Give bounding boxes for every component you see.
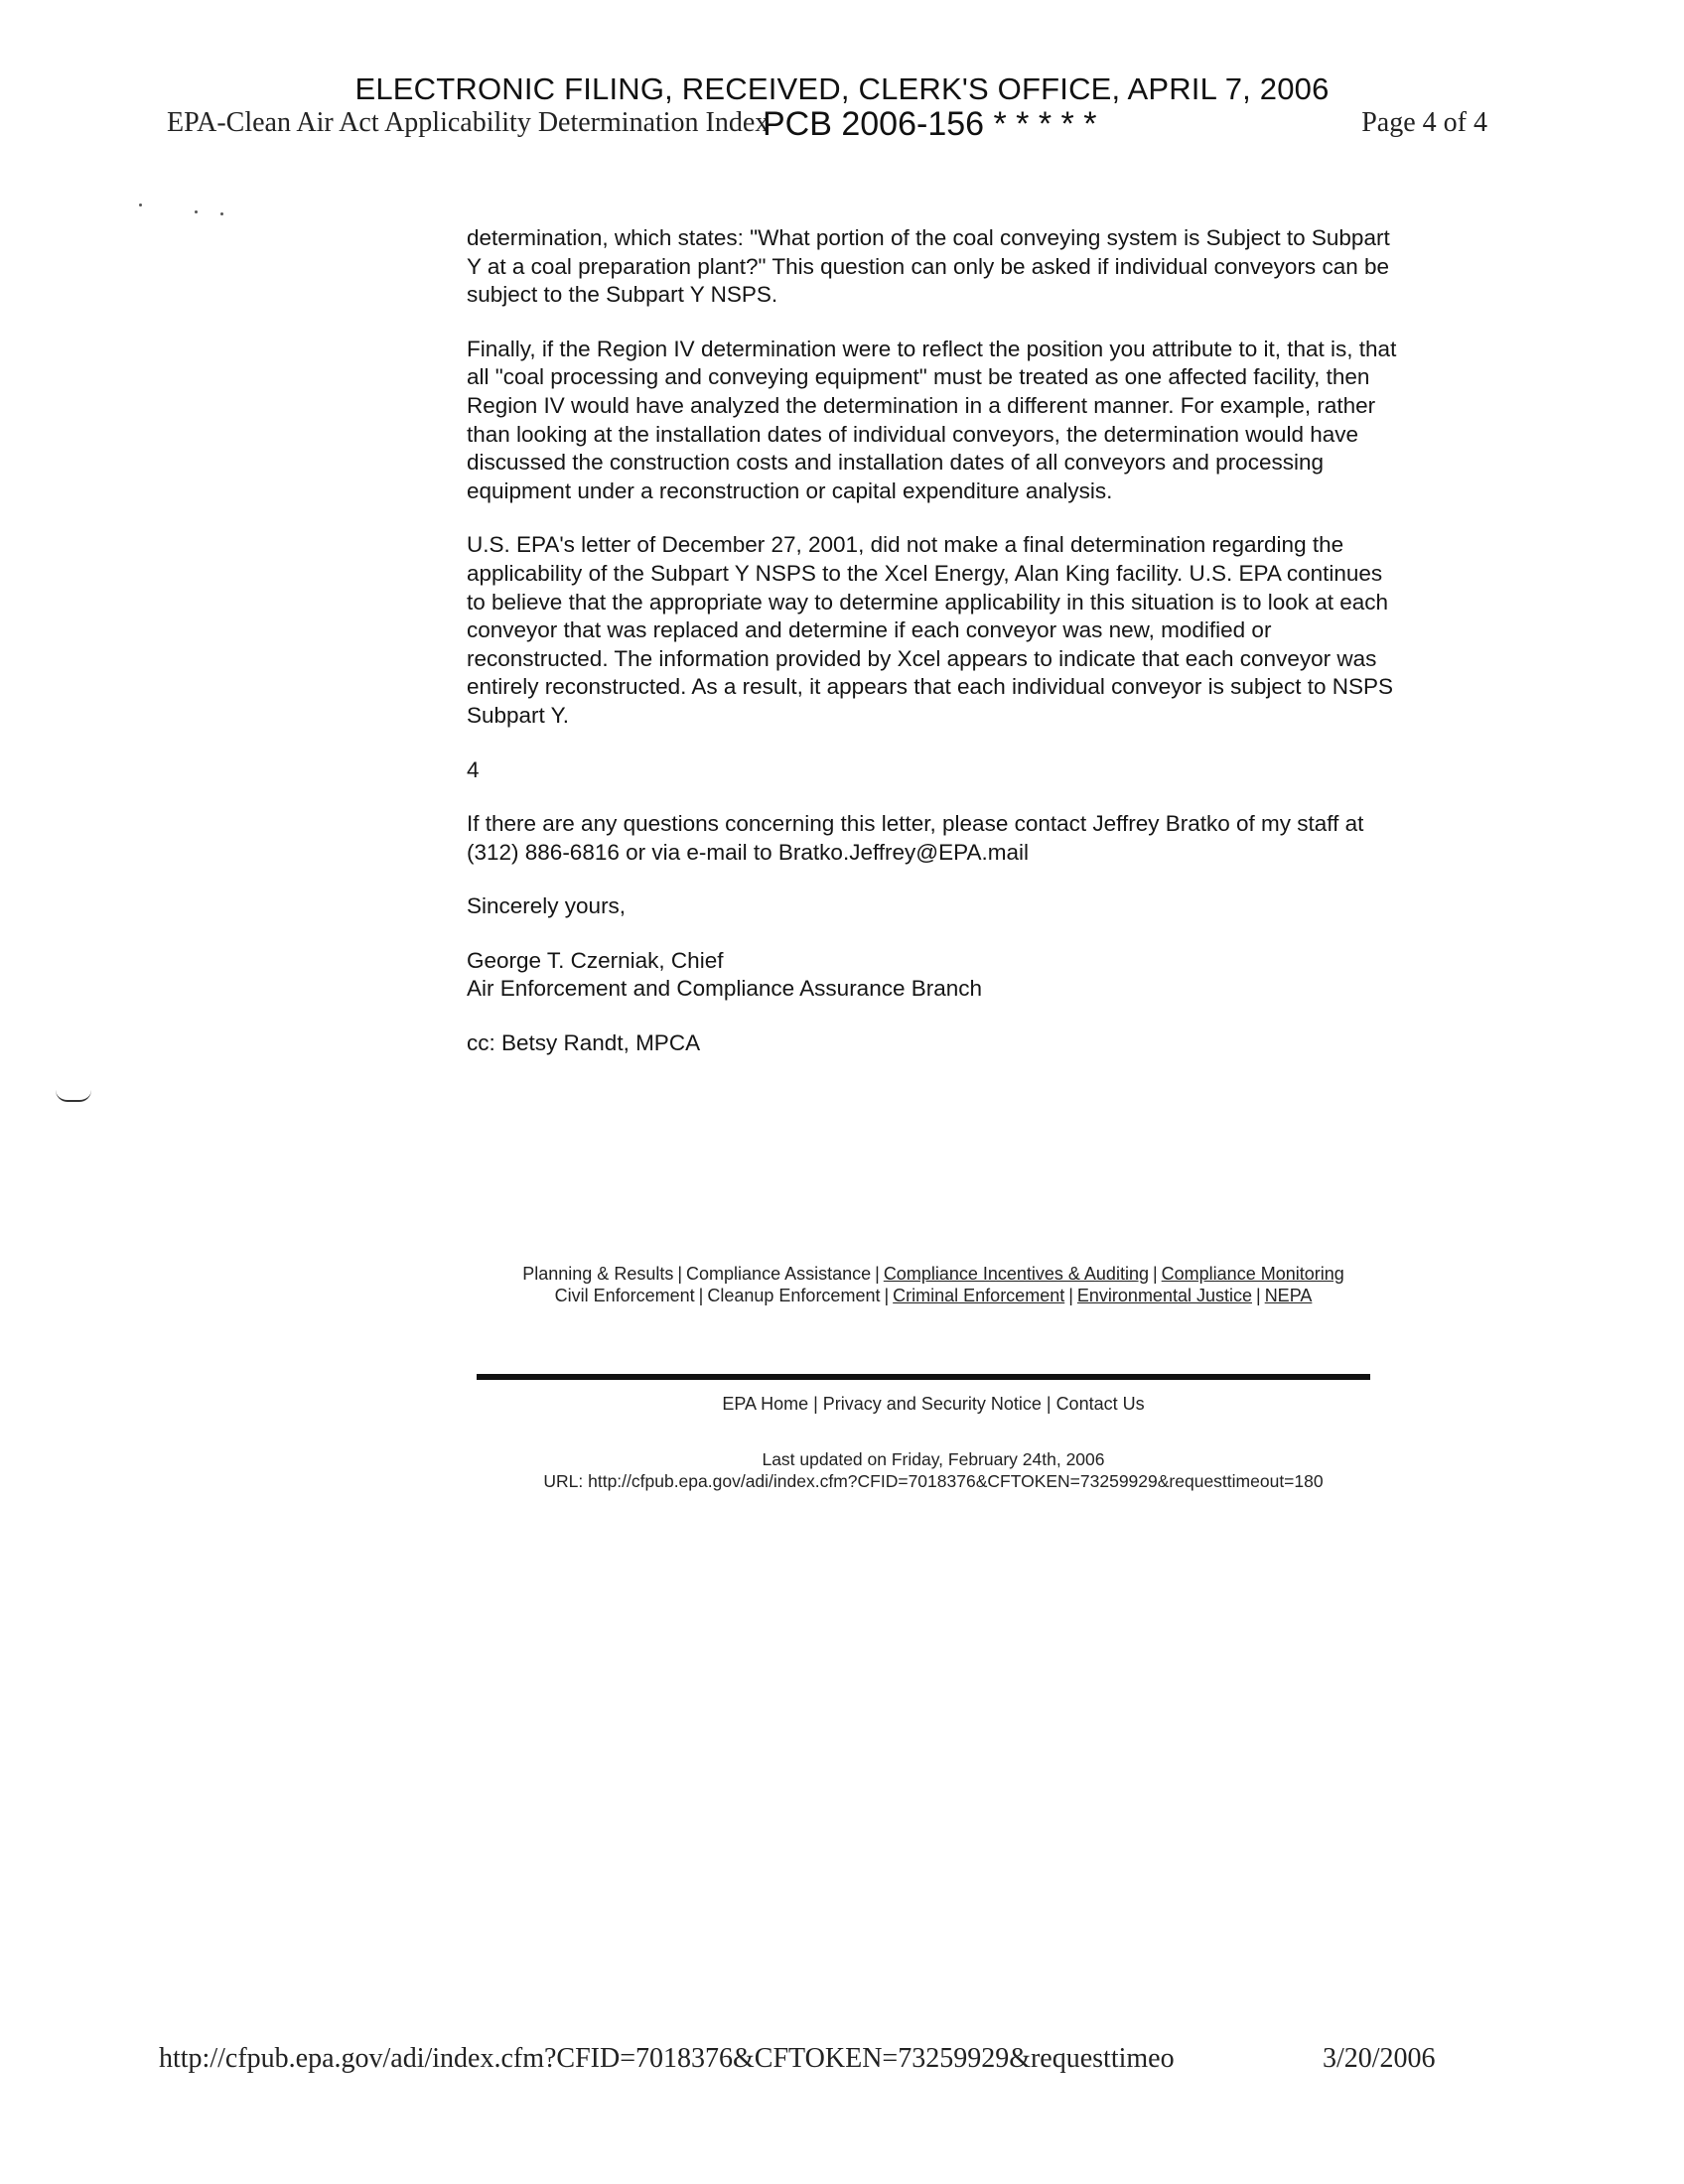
- print-footer-date: 3/20/2006: [1323, 2043, 1436, 2074]
- signature-block: [467, 892, 1400, 1057]
- footer-nav-row: [467, 1263, 1400, 1285]
- scan-speck: [139, 204, 142, 206]
- nav-link-cleanup-enforcement[interactable]: Cleanup Enforcement: [707, 1286, 881, 1305]
- nav-separator: |: [677, 1264, 683, 1284]
- privacy-notice-link[interactable]: Privacy and Security Notice: [822, 1394, 1042, 1414]
- body-paragraph: determination, which states: "What portion of the coal conveying system is Subject to Subpart Y at a coal preparation plant?" This question can only be asked if individual conveyors can be subject to the Subpart Y NSPS.: [467, 225, 1390, 308]
- signer: [467, 947, 1400, 1004]
- scan-speck: [220, 212, 223, 215]
- nav-link-compliance-assistance[interactable]: Compliance Assistance: [686, 1264, 872, 1284]
- nav-link-compliance-monitoring[interactable]: Compliance Monitoring: [1161, 1264, 1344, 1284]
- nav-separator: |: [875, 1264, 880, 1284]
- page-number: 4: [467, 756, 480, 782]
- signer-title: Air Enforcement and Compliance Assurance Branch: [467, 976, 983, 1002]
- page-url: URL: http://cfpub.epa.gov/adi/index.cfm?CFID=7018376&CFTOKEN=73259929&requesttimeout=180: [543, 1471, 1324, 1491]
- link-separator: |: [813, 1394, 818, 1414]
- nav-separator: |: [698, 1286, 704, 1305]
- footer-divider: [477, 1374, 1370, 1380]
- scan-speck: [195, 210, 198, 213]
- nav-link-criminal-enforcement[interactable]: Criminal Enforcement: [893, 1286, 1065, 1305]
- case-number: PCB 2006-156 * * * * *: [763, 105, 1097, 143]
- print-footer-url: http://cfpub.epa.gov/adi/index.cfm?CFID=7018376&CFTOKEN=73259929&requesttimeo: [159, 2043, 1175, 2074]
- cc-line: cc: Betsy Randt, MPCA: [467, 1030, 701, 1056]
- nav-separator: |: [1256, 1286, 1261, 1305]
- filing-stamp: ELECTRONIC FILING, RECEIVED, CLERK'S OFFICE, APRIL 7, 2006: [354, 71, 1330, 106]
- letter-body: [467, 224, 1400, 1084]
- nav-separator: |: [884, 1286, 890, 1305]
- document-title: EPA-Clean Air Act Applicability Determination Index: [167, 107, 770, 138]
- signer-name: George T. Czerniak, Chief: [467, 947, 724, 973]
- nav-separator: |: [1152, 1264, 1158, 1284]
- body-paragraph: U.S. EPA's letter of December 27, 2001, did not make a final determination regarding the applicability of the Subpart Y NSPS to the Xcel Energy, Alan King facility. U.S. EPA continues to believe that the appropriate way to determine applicability in this situation is to look at each conveyor that was replaced and determine if each conveyor was new, modified or reconstructed. The information provided by Xcel appears to indicate that each conveyor was entirely reconstructed. As a result, it appears that each individual conveyor is subject to NSPS Subpart Y.: [467, 532, 1393, 728]
- footer-nav-row: [467, 1285, 1400, 1306]
- link-separator: |: [1046, 1394, 1052, 1414]
- contact-us-link[interactable]: Contact Us: [1055, 1394, 1145, 1414]
- page-indicator: Page 4 of 4: [1361, 107, 1487, 138]
- epa-links: [467, 1394, 1400, 1415]
- contact-paragraph: If there are any questions concerning this letter, please contact Jeffrey Bratko of my staff at (312) 886-6816 or via e-mail to Bratko.Jeffrey@EPA.mail: [467, 811, 1364, 865]
- epa-home-link[interactable]: EPA Home: [722, 1394, 809, 1414]
- last-updated: Last updated on Friday, February 24th, 2006: [762, 1449, 1105, 1469]
- update-info: [467, 1448, 1400, 1492]
- nav-link-civil-enforcement[interactable]: Civil Enforcement: [554, 1286, 695, 1305]
- nav-link-environmental-justice[interactable]: Environmental Justice: [1076, 1286, 1252, 1305]
- closing: Sincerely yours,: [467, 893, 627, 919]
- nav-separator: |: [1068, 1286, 1073, 1305]
- body-paragraph: Finally, if the Region IV determination were to reflect the position you attribute to it, that is, that all "coal processing and conveying equipment" must be treated as one affected facility, then Region IV would have analyzed the determination in a different manner. For example, rather than looking at the installation dates of individual conveyors, the determination would have discussed the construction costs and installation dates of all conveyors and processing equipment under a reconstruction or capital expenditure analysis.: [467, 336, 1397, 503]
- nav-link-planning-results[interactable]: Planning & Results: [522, 1264, 674, 1284]
- nav-link-compliance-incentives[interactable]: Compliance Incentives & Auditing: [883, 1264, 1149, 1284]
- footer-navigation: [467, 1263, 1400, 1306]
- scan-smudge: [56, 1090, 91, 1102]
- nav-link-nepa[interactable]: NEPA: [1264, 1286, 1313, 1305]
- print-header: [167, 105, 1487, 149]
